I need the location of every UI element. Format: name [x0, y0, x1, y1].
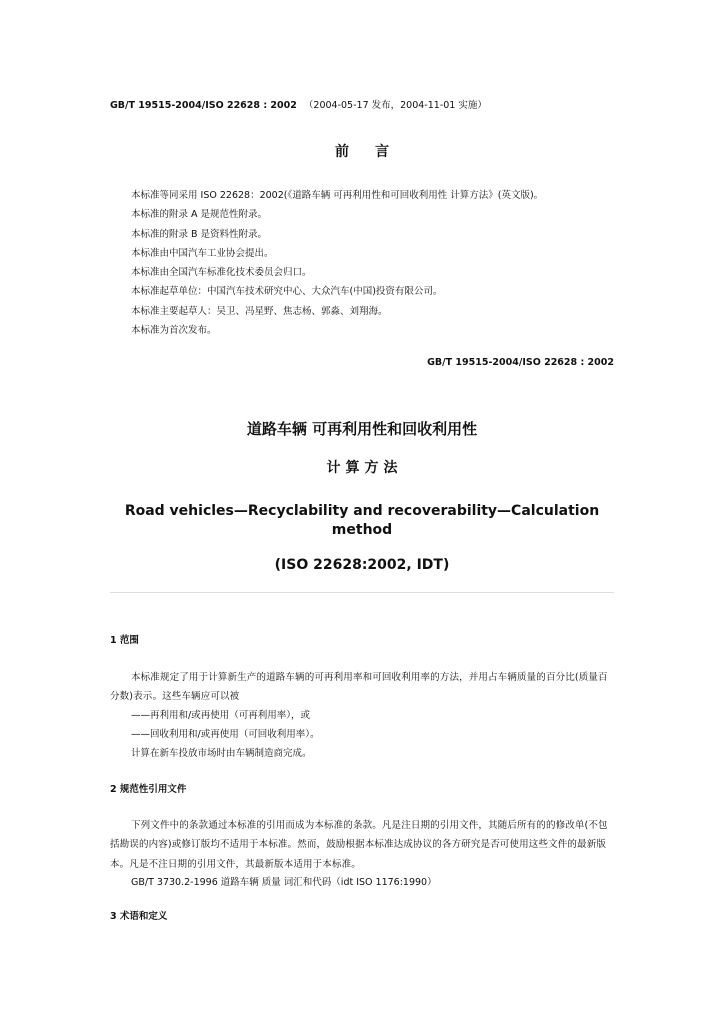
- foreword-list: [131, 186, 543, 340]
- section-1-note: 计算在新车投放市场时由车辆制造商完成。: [131, 748, 312, 759]
- section-1-paragraph: 本标准规定了用于计算新生产的道路车辆的可再利用率和可回收利用率的方法，并用占车辆质量的百分比(质量百分数)表示。这些车辆应可以被: [110, 672, 608, 703]
- subtitle-chinese: 计算方法: [326, 460, 403, 476]
- section-1-heading: 1 范围: [110, 635, 139, 646]
- section-1-list-item: ——再利用和/或再使用（可再利用率），或: [131, 710, 310, 721]
- normative-reference: GB/T 3730.2-1996 道路车辆 质量 词汇和代码（idt ISO 1176:1990）: [131, 877, 437, 888]
- foreword-item: 本标准由中国汽车工业协会提出。: [131, 247, 274, 259]
- section-3-heading: 3 术语和定义: [110, 911, 168, 922]
- foreword-item: 本标准由全国汽车标准化技术委员会归口。: [131, 267, 312, 279]
- standard-code-right: GB/T 19515-2004/ISO 22628 : 2002: [427, 357, 614, 368]
- foreword-item: 本标准等同采用 ISO 22628：2002(《道路车辆 可再利用性和可回收利用性 计算方法》(英文版)。: [131, 190, 544, 201]
- standard-header-line: [110, 97, 487, 111]
- foreword-item: 本标准起草单位：中国汽车技术研究中心、大众汽车(中国)投资有限公司。: [131, 286, 443, 298]
- title-english: Road vehicles—Recyclability and recoverability—Calculation method: [124, 503, 600, 538]
- foreword-title: 前言: [335, 144, 415, 160]
- section-2-heading: 2 规范性引用文件: [110, 784, 187, 795]
- publish-dates: （2004-05-17 发布，2004-11-01 实施）: [303, 100, 487, 111]
- section-2-paragraph: 下列文件中的条款通过本标准的引用而成为本标准的条款。凡是注日期的引用文件，其随后所有的的修改单(不包括勘误的内容)或修订版均不适用于本标准。然而，鼓励根据本标准达成协议的各方研究是否可使用这些文件的最新版本。凡是不注日期的引用文件，其最新版本适用于本标准。: [110, 820, 608, 870]
- foreword-item: 本标准主要起草人：吴卫、冯星野、焦志杨、郭淼、刘翔海。: [131, 305, 388, 317]
- foreword-item: 本标准的附录 A 是规范性附录。: [131, 209, 268, 221]
- standard-code: GB/T 19515-2004/ISO 22628 : 2002: [110, 100, 297, 111]
- horizontal-divider: [110, 592, 614, 593]
- section-1-list-item: ——回收利用和/或再使用（可回收利用率）。: [131, 729, 320, 740]
- foreword-item: 本标准为首次发布。: [131, 325, 217, 337]
- foreword-item: 本标准的附录 B 是资料性附录。: [131, 228, 268, 240]
- iso-reference: (ISO 22628:2002, IDT): [274, 557, 450, 573]
- title-chinese: 道路车辆 可再利用性和回收利用性: [246, 420, 478, 438]
